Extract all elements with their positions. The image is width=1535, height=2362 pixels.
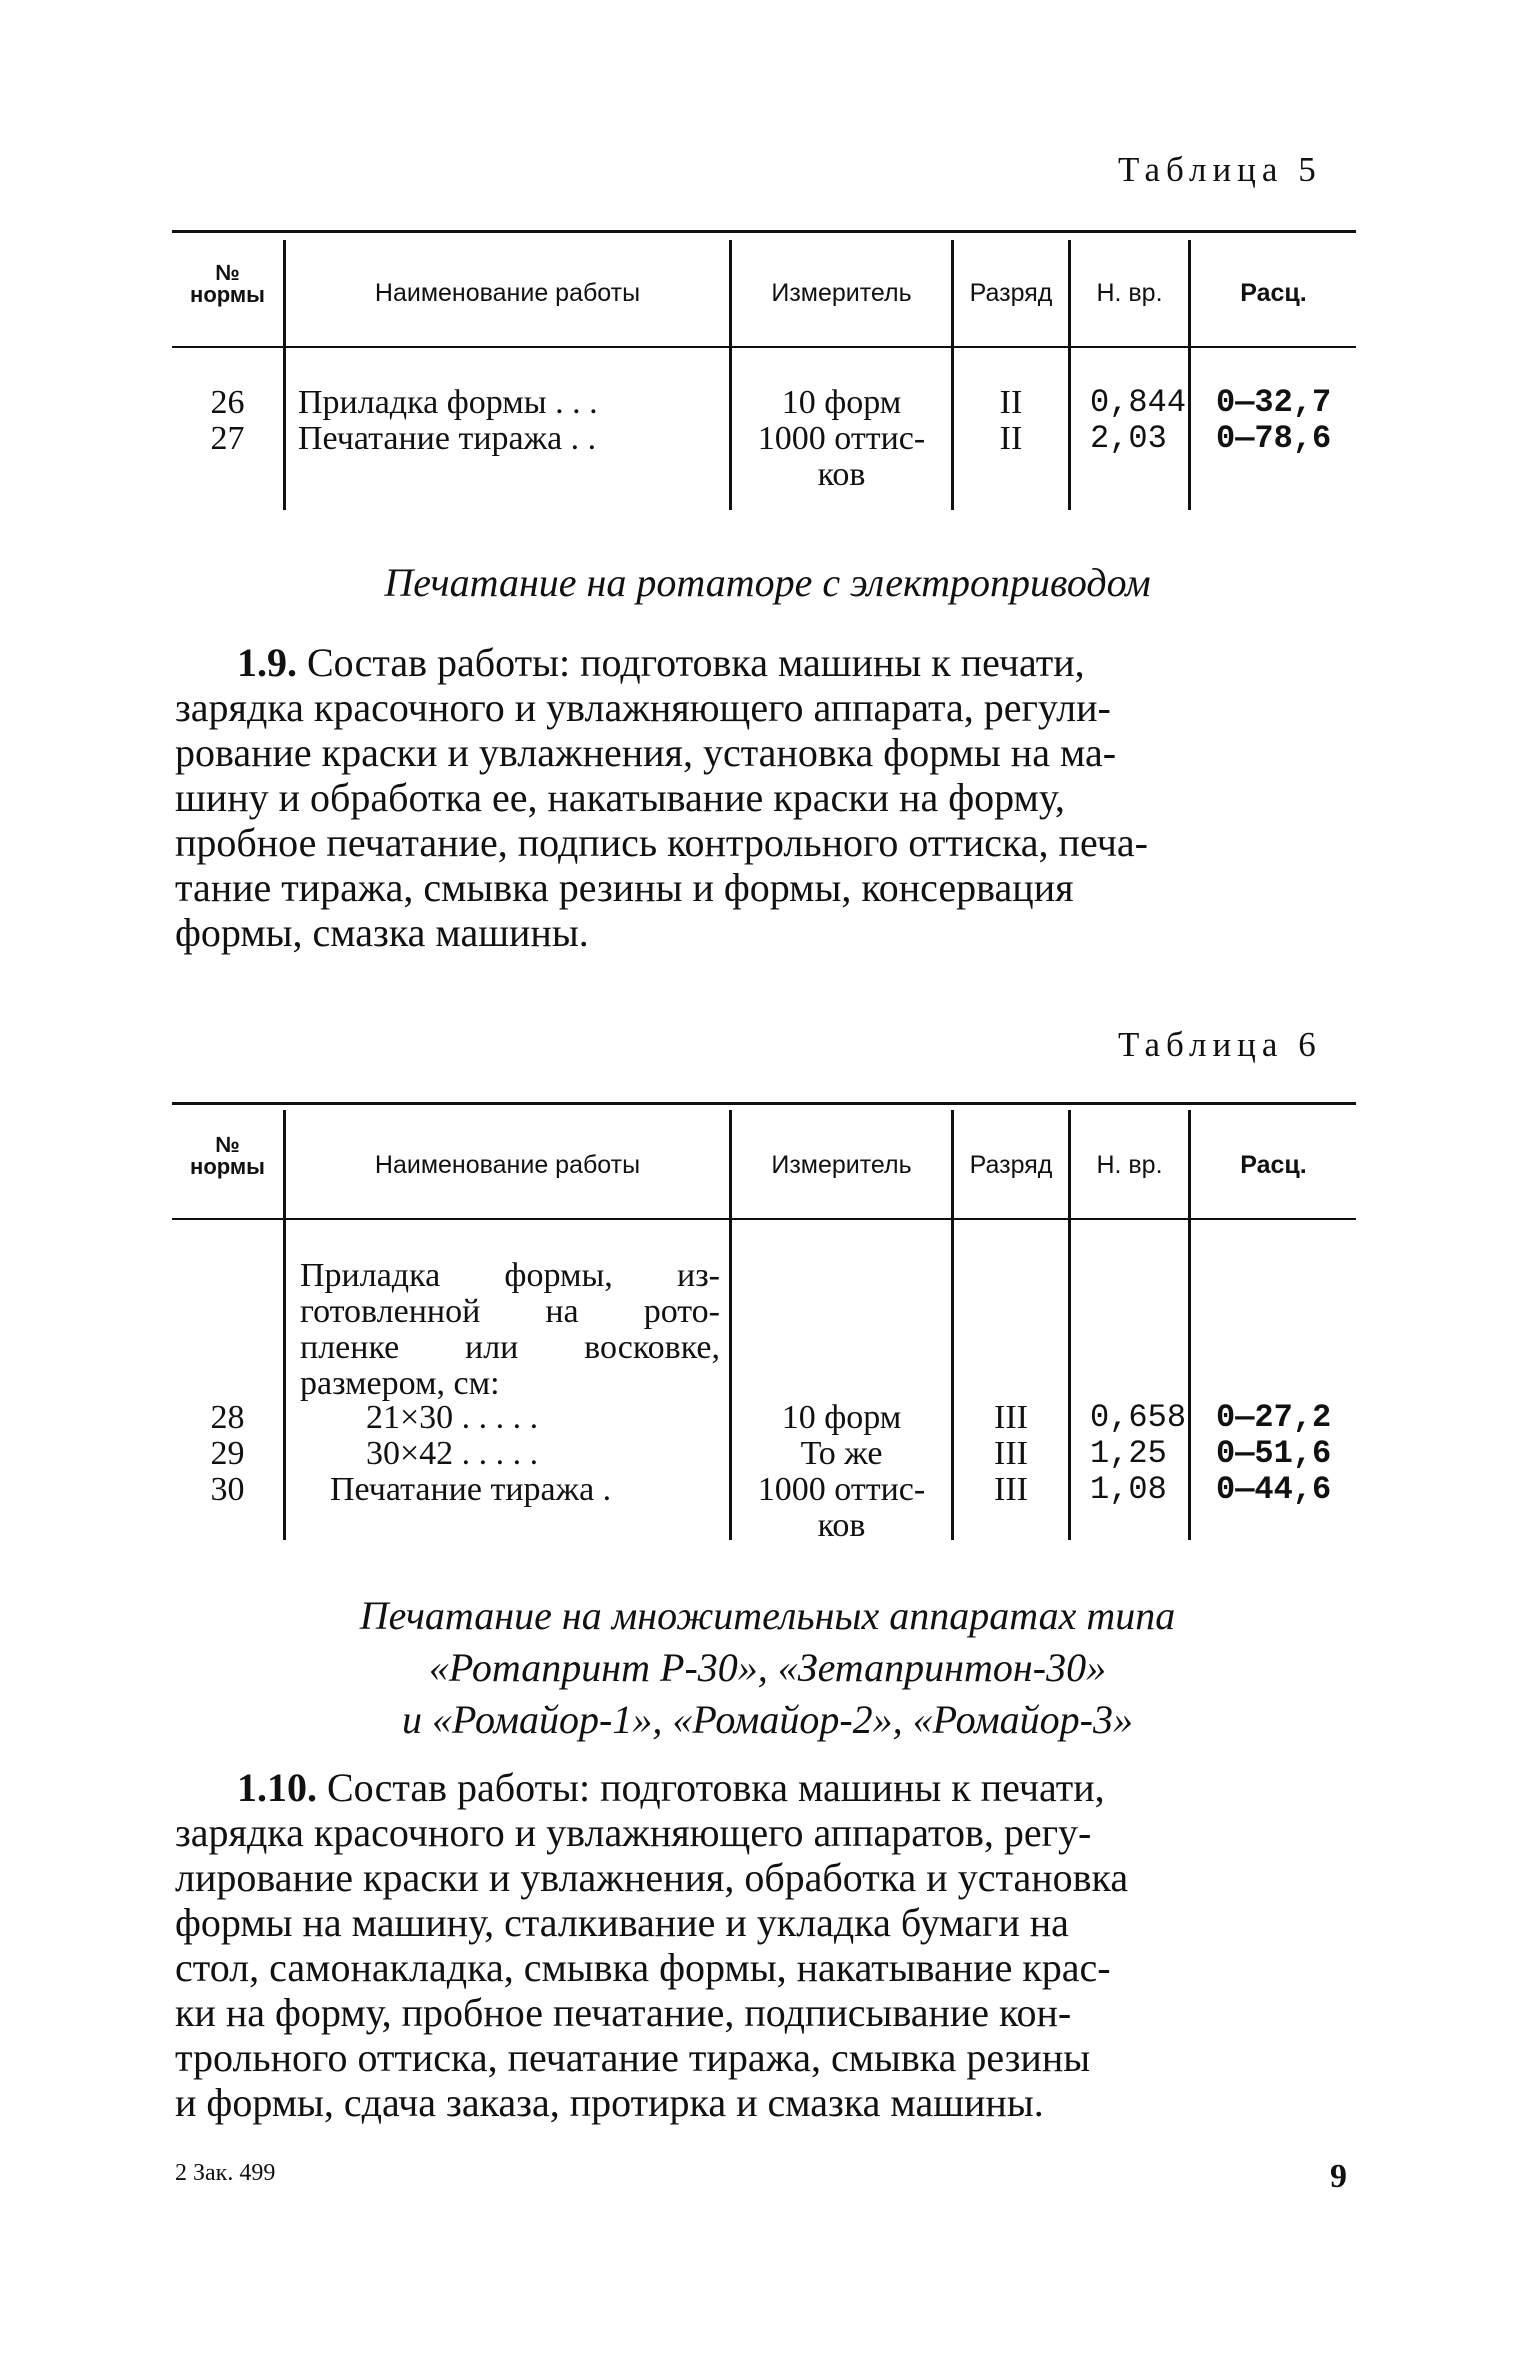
table5-row26-unit: 10 форм [781,384,902,421]
table5-top-rule [172,230,1356,233]
table6-row28-no: 28 [210,1399,245,1436]
table5-header-time: Н. вр. [1096,279,1163,307]
table5-row26-no: 26 [210,384,245,421]
table5-row26-rate: 0—32,7 [1216,384,1332,421]
table6-top-rule [172,1102,1356,1105]
table6-row29-name: 30×42 . . . . . [366,1435,539,1472]
section-heading-duplicators [0,1590,1535,1746]
paragraph-line: пробное печатание, подпись контрольного оттиска, печа- [175,820,1148,865]
header-no-symbol: № [215,1132,240,1157]
header-no-label: нормы [190,1154,265,1179]
table5-header-rule [172,346,1356,348]
table6-row30-name: Печатание тиража . [330,1471,612,1508]
table6-row28-unit: 10 форм [781,1399,902,1436]
table5-header-no [172,262,283,306]
table6-row30-grade: III [994,1471,1028,1508]
table6-intro [300,1258,720,1402]
table6-row30-unit-cont: ков [817,1507,866,1544]
table6-header-rate: Расц. [1240,1151,1307,1179]
table6-row30-no: 30 [210,1471,245,1508]
intro-line: пленке или восковке, [300,1329,720,1366]
table6-header-rule [172,1218,1356,1220]
table5-row26-time: 0,844 [1090,384,1187,421]
table6-row30-rate: 0—44,6 [1216,1471,1332,1508]
paragraph-1-10 [175,1765,1357,2125]
table6-row29-unit: То же [800,1435,883,1472]
paragraph-line: зарядка красочного и увлажняющего аппарата, регули- [175,685,1111,730]
paragraph-line: зарядка красочного и увлажняющего аппаратов, регу- [175,1810,1092,1855]
table5-row27-rate: 0—78,6 [1216,420,1332,457]
paragraph-line: формы, смазка машины. [175,910,589,955]
table5-row26-name: Приладка формы . . . [298,384,598,421]
table6-header-no [172,1134,283,1178]
table6-caption: Таблица 6 [1118,1025,1322,1064]
header-no-label: нормы [190,282,265,307]
table6-row30-unit: 1000 оттис- [757,1471,926,1508]
intro-line: размером, см: [300,1365,500,1402]
table6-row29-grade: III [994,1435,1028,1472]
paragraph-line: лирование краски и увлажнения, обработка и установка [175,1855,1129,1900]
paragraph-line: и формы, сдача заказа, протирка и смазка машины. [175,2080,1044,2125]
paragraph-line: тание тиража, смывка резины и формы, консервация [175,865,1074,910]
table6-row30-time: 1,08 [1090,1471,1167,1508]
table5-row27-unit: 1000 оттис- [757,420,926,457]
table6-header-time: Н. вр. [1096,1151,1163,1179]
paragraph-line: ки на форму, пробное печатание, подписывание кон- [175,1990,1072,2035]
paragraph-line: формы на машину, сталкивание и укладка бумаги на [175,1900,1069,1945]
paragraph-line: шину и обработка ее, накатывание краски на форму, [175,775,1065,820]
table5-header-name: Наименование работы [374,279,641,307]
table6-row28-name: 21×30 . . . . . [366,1399,539,1436]
table5-header-grade: Разряд [969,279,1053,307]
table5-caption: Таблица 5 [1118,150,1322,189]
table6-header-name: Наименование работы [374,1151,641,1179]
intro-line: готовленной на рото- [300,1293,720,1330]
table6-row29-time: 1,25 [1090,1435,1167,1472]
paragraph-line: Состав работы: подготовка машины к печати, [327,1765,1105,1810]
table6-row29-rate: 0—51,6 [1216,1435,1332,1472]
header-no-symbol: № [215,260,240,285]
table6-row29-no: 29 [210,1435,245,1472]
paragraph-line: стол, самонакладка, смывка формы, накатывание крас- [175,1945,1111,1990]
table6-row28-rate: 0—27,2 [1216,1399,1332,1436]
paragraph-number: 1.10. [237,1765,317,1810]
table6-row28-grade: III [994,1399,1028,1436]
footer-order-note: 2 Зак. 499 [175,2160,276,2186]
heading-line: и «Ромайор-1», «Ромайор-2», «Ромайор-3» [402,1697,1133,1742]
paragraph-1-9 [175,640,1357,955]
table6-header-unit: Измеритель [771,1151,912,1179]
table5-row27-unit-cont: ков [817,456,866,493]
table5-row27-name: Печатание тиража . . [298,420,597,457]
heading-line: Печатание на множительных аппаратах типа [359,1593,1176,1638]
table5-row27-no: 27 [210,420,245,457]
section-heading-rotator: Печатание на ротаторе с электроприводом [384,560,1151,605]
page-number: 9 [1330,2158,1347,2195]
table5-row27-time: 2,03 [1090,420,1167,457]
table5-row26-grade: II [999,384,1023,421]
table5-row27-grade: II [999,420,1023,457]
paragraph-line: трольного оттиска, печатание тиража, смывка резины [175,2035,1091,2080]
heading-line: «Ротапринт Р-30», «Зетапринтон-30» [428,1645,1107,1690]
table6-row28-time: 0,658 [1090,1399,1187,1436]
table5-header-rate: Расц. [1240,279,1307,307]
intro-line: Приладка формы, из- [300,1257,720,1294]
table5-header-unit: Измеритель [771,279,912,307]
paragraph-number: 1.9. [237,640,297,685]
paragraph-line: рование краски и увлажнения, установка формы на ма- [175,730,1117,775]
paragraph-line: Состав работы: подготовка машины к печати, [307,640,1085,685]
table6-header-grade: Разряд [969,1151,1053,1179]
